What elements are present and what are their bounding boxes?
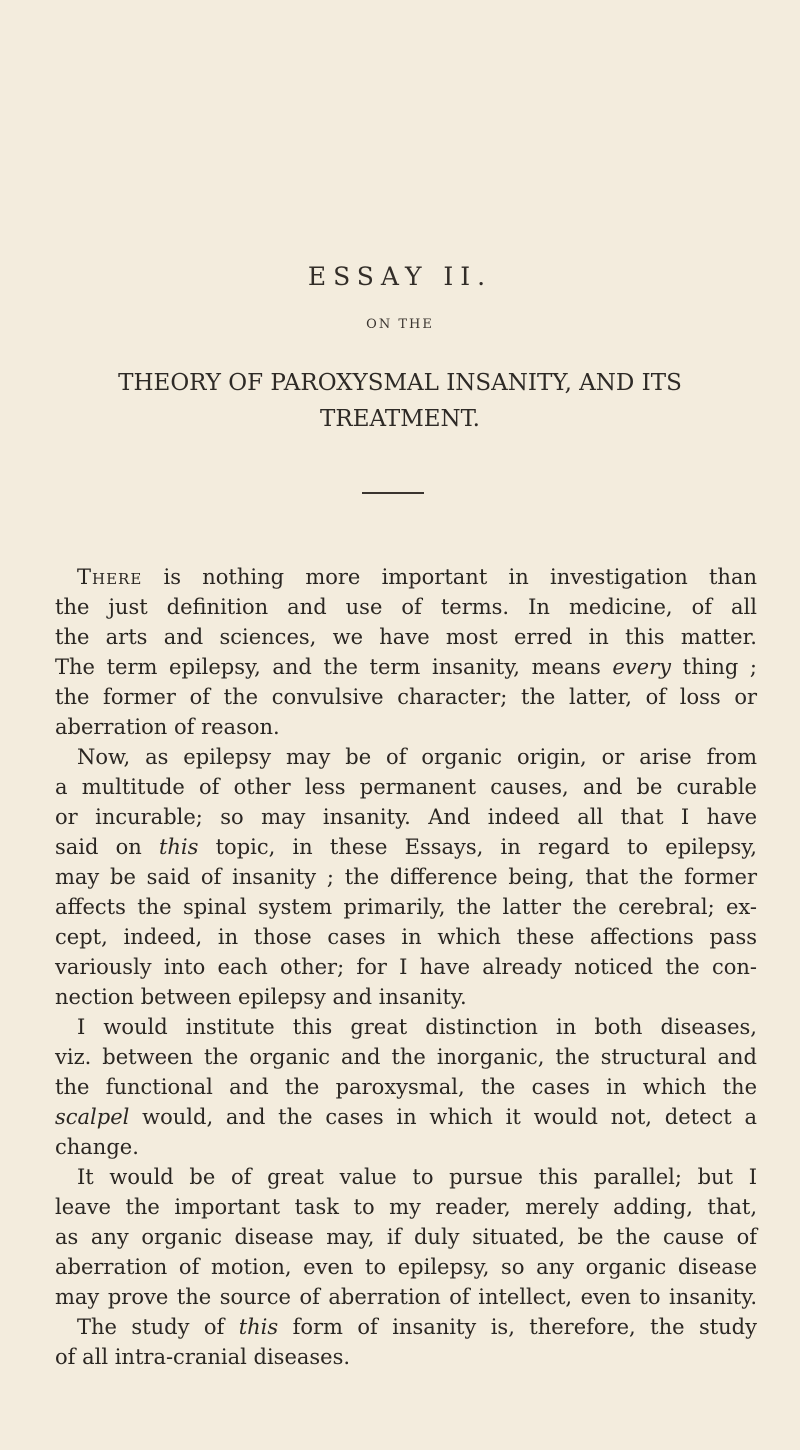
- paragraph-3-line-3: the functional and the paroxysmal, the cases in which the: [55, 1075, 757, 1099]
- paragraph-2-line-8: variously into each other; for I have already noticed the con-: [55, 955, 757, 979]
- paragraph-4-line-2: leave the important task to my reader, merely adding, that,: [55, 1195, 757, 1219]
- paragraph-1-line-6: aberration of reason.: [55, 715, 280, 739]
- paragraph-1-line-4: The term epilepsy, and the term insanity, means every thing ;: [55, 655, 757, 679]
- paragraph-2-line-3: or incurable; so may insanity. And indeed all that I have: [55, 805, 757, 829]
- paragraph-1-line-1: There is nothing more important in investigation than: [77, 565, 757, 589]
- paragraph-2-line-7: cept, indeed, in those cases in which these affections pass: [55, 925, 757, 949]
- essay-title-line-2: TREATMENT.: [320, 406, 480, 432]
- paragraph-4-line-5: may prove the source of aberration of intellect, even to insanity.: [55, 1285, 757, 1309]
- essay-heading: ESSAY II.: [307, 262, 493, 291]
- on-the-caption: ON THE: [366, 317, 434, 332]
- emphasis-this-2: this: [238, 1315, 279, 1339]
- paragraph-1-line-3: the arts and sciences, we have most erred in this matter.: [55, 625, 757, 649]
- essay-body: [55, 562, 757, 1372]
- paragraph-2-line-9: nection between epilepsy and insanity.: [55, 985, 467, 1009]
- paragraph-3-line-5: change.: [55, 1135, 139, 1159]
- paragraph-4-line-7: of all intra-cranial diseases.: [55, 1345, 351, 1369]
- paragraph-3-line-2: viz. between the organic and the inorganic, the structural and: [55, 1045, 757, 1069]
- paragraph-2-line-5: may be said of insanity ; the difference being, that the former: [55, 865, 757, 889]
- opening-word: There: [77, 565, 143, 589]
- emphasis-every: every: [612, 655, 671, 679]
- paragraph-4-line-1: It would be of great value to pursue this parallel; but I: [77, 1165, 757, 1189]
- paragraph-4-line-6: The study of this form of insanity is, therefore, the study: [77, 1315, 757, 1339]
- emphasis-this: this: [158, 835, 199, 859]
- paragraph-4-line-3: as any organic disease may, if duly situated, be the cause of: [55, 1225, 757, 1249]
- paragraph-1-line-2: the just definition and use of terms. In medicine, of all: [55, 595, 757, 619]
- essay-title: [60, 365, 740, 437]
- paragraph-3-line-1: I would institute this great distinction in both diseases,: [77, 1015, 757, 1039]
- paragraph-3-line-4: scalpel would, and the cases in which it would not, detect a: [55, 1105, 757, 1129]
- paragraph-2-line-4: said on this topic, in these Essays, in regard to epilepsy,: [55, 835, 757, 859]
- essay-title-line-1: THEORY OF PAROXYSMAL INSANITY, AND ITS: [118, 370, 682, 396]
- emphasis-scalpel: scalpel: [55, 1105, 130, 1129]
- title-divider-rule: [362, 492, 424, 494]
- paragraph-2-line-2: a multitude of other less permanent causes, and be curable: [55, 775, 757, 799]
- paragraph-2-line-1: Now, as epilepsy may be of organic origin, or arise from: [77, 745, 757, 769]
- paragraph-4-line-4: aberration of motion, even to epilepsy, so any organic disease: [55, 1255, 757, 1279]
- paragraph-2-line-6: affects the spinal system primarily, the latter the cerebral; ex-: [55, 895, 757, 919]
- paragraph-1-line-5: the former of the convulsive character; the latter, of loss or: [55, 685, 757, 709]
